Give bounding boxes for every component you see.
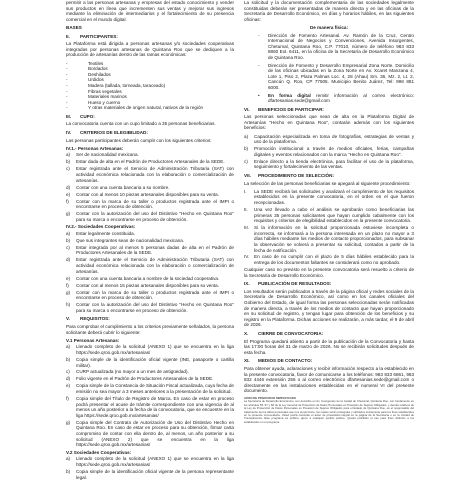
list-item: g) Copia simple del Contrato de Autorización de Uso del Distintivo Hecho en Quintana Roo. En caso de estar en proceso para su obtención, firmar carta compromiso de contar con ella dentro de, al menos, un año posterior a su solicitud (ANEXO 2) que se encuentra en la liga https://sede.qroo.gob.mx/artesanias/ [66,419,234,448]
section-title: PARTICIPANTES: [80,33,118,39]
section-title: CRITERIOS DE ELEGIBILIDAD: [80,130,148,136]
subsection-personas-artesanas: IV.1.- Personas Artesanas: [66,145,124,151]
section-procedimiento-text: La selección de las personas beneficiarias se apegará al siguiente procedimiento: [244,180,411,186]
section-number: XI. [244,358,250,364]
list-item: c) CURP actualizada (no mayor a un mes de antigüedad). [66,369,189,375]
section-cierre-heading [244,331,414,337]
section-beneficios-text: Las personas seleccionadas que sean de alta en la Plataforma Digital de Artesanías "Hecho en Quintana Roo", contarán además con los siguientes beneficios: [244,114,414,131]
list-item: d) Contar con una cuenta bancaria a su nombre. [66,184,170,190]
privacy-notice-heading: AVISO DE PRIVACIDAD SIMPLIFICADO [244,395,296,400]
section-contacto-text: Para obtener ayuda, aclaraciones y recibir información respecto a la establecido en la presente convocatoria, favor de comunicarse a los teléfonos: 983 833 6861, 983 832 4446 extensión 256 o al correo electrónico dfartesanias.sede@gmail.com o directamente en las instalaciones establecidas en el numeral VI del presente documento. [244,365,414,394]
subsection-requisitos-cooperativas: V.2 Sociedades Cooperativas: [66,449,132,455]
list-item: - Urdidos [66,77,104,83]
section-title: BENEFICIOS DE PARTICIPAR: [258,106,324,112]
list-item: II. Una vez llevado a cabo el análisis se aprobarán como beneficiarias las primeras 35 personas solicitantes que hayan cumplido cabalmente con los requisitos y criterios de elegibilidad establecidos en la presente convocatoria. [244,206,414,224]
list-item: c) Enlace directo a la tienda electrónica, para facilitar el uso de la plataforma, seguimiento y fortalecimiento de las ventas. [244,158,414,170]
section-beneficios-heading [244,107,414,113]
list-item: c) Estar integrada por al menos 5 personas dadas de alta en el Padrón de Productores Artesanales de la SEDE. [66,244,234,256]
section-number: IV. [66,130,72,136]
list-item: - Hueso y cuerno [66,99,121,105]
right-column [244,0,414,487]
list-item: III. Si la información en la solicitud proporcionada estuviese incompleta o incorrecta, se informará a la persona interesada en un plazo no mayor a 3 días hábiles mediante los medios de contacto proporcionados, para subsanar la observación se volverá a presentar su solicitud, contados a partir de la fecha de notificación. [244,225,414,253]
list-item: e) Contar con al menos 10 piezas artesanales disponibles para su venta. [66,191,220,197]
presentation-paragraph: La solicitud y la documentación complementaria de las sociedades legalmente constituidas deberán ser presentadas de manera directa y en las oficinas de la Secretaría de Desarrollo Económico, en días y horarios hábiles, en las siguientes oficinas: [244,0,414,22]
section-requisitos-text: Para comprobar el cumplimiento a los criterios previamente señalados, la persona solicitante deberá cubrir lo siguiente: [66,323,234,335]
section-title: PUBLICACIÓN DE RESULTADOS: [258,281,332,287]
section-title: REQUISITOS: [80,316,110,322]
section-title: CUPO: [80,113,95,119]
procedimiento-list [244,189,414,266]
list-item: a) Capacitación especializada en toma de fotografías, estrategias de ventas y uso de la plataforma. [244,133,414,145]
subsection-requisitos-artesanas: V.1 Personas Artesanas: [66,337,120,343]
list-item: g) Contar con la marca de su taller o productos registrada ante el IMPI o encontrarse en proceso de obtención. [66,289,234,301]
digital-contact: • En forma digital remitir información al correo electrónico: dfartesanias.sede@gmail.com [258,92,414,104]
requisitos-artesanas-list [66,344,234,447]
list-item: b) Promoción institucional a través de medios oficiales, ferias, campañas digitales y eventos relacionados con la marca "Hecho en Quintana Roo". [244,146,414,157]
section-contacto-heading [244,358,414,364]
list-item: - Y otras materiales de origen natural, nativos de la región [66,105,204,111]
beneficios-list [244,134,414,170]
section-requisitos-heading [66,316,234,322]
section-participantes-heading [66,34,234,40]
section-title: MEDIOS DE CONTACTO: [258,358,313,364]
list-item: e) Contar con una cuenta bancaria a nombre de la sociedad cooperativa. [66,275,220,281]
section-number: II. [66,33,70,39]
list-item: f) Contar con la marca de su taller o productos registrada ante el IMPI o encontrarse en proceso de obtención. [66,198,234,210]
no-previsto-text: Cualquier caso no previsto en la presente convocatoria será resuelto a criterio de la Secretaría de Desarrollo Económico. [244,267,414,278]
list-item: - Madera (tallada, torneada, taraceado) [66,82,166,88]
section-number: III. [66,113,72,119]
list-item: c) Estar registrada ante el Servicio de Administración Tributaria (SAT) con actividad económica relacionada con la elaboración o comercialización de artesanías. [66,166,234,183]
ramas-list [66,61,234,111]
list-item: a) Estar legalmente constituida. [66,230,135,236]
digital-label: En forma digital [268,92,311,98]
list-item: e) Copia simple de la Constancia de Situación Fiscal actualizada, cuya fecha de emisión no sea mayor a 3 meses anteriores a la presentación de la solicitud. [66,383,234,395]
criterios-artesanas-list [66,152,234,222]
office-address: - Dirección de Fomento Artesanal. Av. Ramón de la Cruz, Centro Internacional de Negocios y Convenciones, Avenida Insurgentes, Chetumal, Quintana Roo, C.P. 77010, número de teléfono 983 833 8860 Ext. 6411, en la oficina de la Secretaría de Desarrollo Económico de Quintana Roo. [258,32,414,60]
section-procedimiento-heading [244,173,414,179]
section-number: IX. [244,281,250,287]
list-item: f) Copia simple del Título de Registro de Marca. En caso de estar en proceso podrá presentar el acuse de trámite correspondiente con una vigencia de al menos un año posterior a la fecha de la convocatoria, que se encuentre en la liga https://sede.qroo.gob.mx/artesanias/ [66,396,234,418]
section-number: VII. [244,173,251,178]
privacy-notice-text: La Secretaría de Desarrollo Económico, con domicilio en Av. Insurgentes de la ciudad de Chetumal, Quintana Roo, con fundamento en los artículos 65, 67 y 68 de la Ley General de Protección de Datos Personales en Posesión de Sujetos Obligados, y demás relativos de la Ley de Protección de Datos Personales en Posesión de Sujetos Obligados para el Estado de Quintana Roo, es el responsable del tratamiento de los datos personales que nos proporcione, los cuales serán protegidos y utilizados únicamente para los fines establecidos en la presente convocatoria. Usted podrá consultar el aviso de privacidad integral en la página de la Secretaría o en la Unidad de Transparencia. Este programa es público, ajeno a cualquier partido político. Queda prohibido el uso para fines distintos a los establecidos en el programa. [244,399,414,424]
section-cierre-text: El Programa quedará abierto a partir de la publicación de la Convocatoria y hasta las 17:00 horas del 31 de marzo de 2026. No se recibirán solicitudes después de esta fecha. [244,338,414,355]
list-item: b) Que sus integrantes sean de nacionalidad mexicana. [66,237,185,243]
list-item: f) Contar con al menos 15 piezas artesanales disponibles para su venta. [66,282,220,288]
privacy-notice [244,397,414,424]
bases-heading: BASES [66,24,82,30]
office-address: - Dirección de Fomento y Desarrollo Empresarial Zona Norte. Domicilio de las oficinas ubicadas en la Zona Norte en Av. Xcaret Manzana 4, Lote 1, Piso 2, Plaza Palmas Loc. 4, 28 (Ahau) Sm. 36, Mz. 2, Lt. 2, Cancún Q. Roo, CP 77505. Municipio Benito Juárez, Tel: 998 881 6000. [258,62,414,90]
fisica-heading: De manera física: [309,24,349,30]
left-column [66,0,234,487]
list-item: - Deshilados [66,71,111,77]
list-item: b) Copia simple de la identificación oficial vigente (INE, pasaporte o cartilla militar). [66,356,234,368]
section-criterios-heading [66,130,234,136]
list-item: d) Estar registrada ante el Servicio de Administración Tributaria (SAT) con actividad económica relacionada con la elaboración o comercialización de artesanías. [66,257,234,274]
subsection-sociedades-cooperativas: IV.2.- Sociedades Cooperativas: [66,224,136,230]
requisitos-cooperativas-list [66,456,234,480]
list-item: d) Folio vigente en el Padrón de Productores Artesanales de la SEDE. [66,376,214,382]
digital-text: remitir información al correo electrónico: dfartesanias.sede@gmail.com [268,92,414,104]
list-item: a) Ser de nacionalidad mexicana. [66,152,139,158]
list-item: - Materiales marinos [66,94,127,100]
section-number: V. [66,316,70,322]
section-cupo-heading [66,114,234,120]
list-item: b) Copia simple de la identificación oficial vigente de la persona representante legal. [66,468,234,480]
list-item: a) Llenado completo de la solicitud (ANEXO 1) que se encuentra en la liga https://sede.qroo.gob.mx/artesanias/ [66,344,234,355]
section-number: VI. [244,106,250,112]
list-item: I. La SEDE recibirá las solicitudes y analizará el cumplimiento de los requisitos establecidos en la presente convocatoria, en el orden en el que fueron recepcionadas. [244,188,414,205]
section-participantes-text: La Plataforma está dirigida a personas artesanas y/o sociedades cooperativas integradas por personas artesanas de Quintana Roo que se dediquen a la producción de artesanías dentro de las ramas económicas: [66,41,234,58]
list-item: h) Contar con la autorización del uso del Distintivo "Hecho en Quintana Roo" para su marca o encontrarse en proceso de obtención. [66,302,234,313]
list-item: b) Estar dada de alta en el Padrón de Productores Artesanales de la SEDE. [66,159,225,165]
list-item: - Textiles [66,60,104,66]
section-number: X. [244,331,249,336]
criterios-cooperativas-list [66,231,234,313]
section-criterios-text: Las personas participantes deberán cumplir con los siguientes criterios: [66,137,212,143]
list-item: - Bordados [66,66,108,72]
list-item: a) Llenado completo de la solicitud (ANEXO 1) que se encuentra en la liga https://sede.qroo.gob.mx/artesanias/ [66,456,234,467]
section-title: CIERRE DE CONVOCATORIA: [258,331,324,336]
list-item: IV. En caso de no cumplir con el plazo de 5 días hábiles establecido para la entrega de los documentos faltantes se considerará como no aprobado. [244,254,414,266]
section-resultados-text: Los resultados serán publicados a través de la página oficial y redes sociales de la Secretaría de Desarrollo Económico, así como en los canales oficiales del Gobierno del Estado, de igual forma las personas seleccionadas serán notificadas de manera directa, a través de los medios de contacto que hayan proporcionado en su solicitud de registro, y tengan lugar para obtención de los beneficios y su registro en la Plataforma. Dichas acciones se realizarán, a más tardar, el 9 de abril de 2026. [244,288,414,328]
section-cupo-text: La convocatoria cuenta con un cupo limitado a 35 personas beneficiarias. [66,121,216,127]
list-item: g) Contar con la autorización del uso del Distintivo "Hecho en Quintana Roo" para su marca o encontrarse en proceso de obtención. [66,211,234,222]
section-title: PROCEDIMIENTO DE SELECCIÓN: [258,173,334,178]
section-resultados-heading [244,281,414,287]
list-item: - Fibras vegetales [66,88,122,94]
intro-paragraph: permitir a las personas artesanas y empresas del estado conocimiento y vender sus productos en línea que incrementen sus ventas y mejorar sus ingresos mediante la eliminación de intermediarios y el fortalecimiento de su presencia comercial en el mundo digital. [66,0,234,22]
